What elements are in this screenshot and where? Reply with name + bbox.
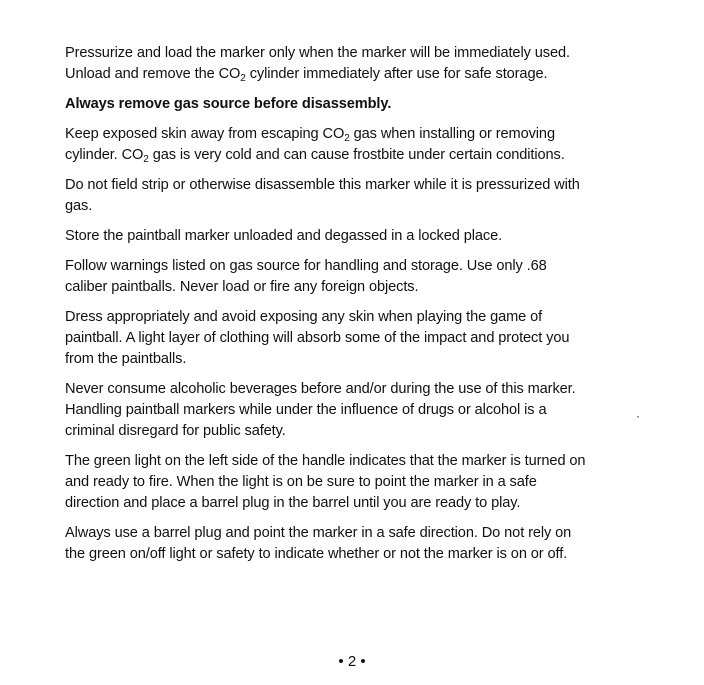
paragraph-line xyxy=(65,381,576,397)
text-run: gas when installing or removing xyxy=(349,126,555,142)
paragraph-green-light xyxy=(65,451,655,514)
paragraph-line xyxy=(65,474,537,490)
stray-dot-mark: · xyxy=(636,409,640,423)
paragraph-skin-away xyxy=(65,124,655,166)
paragraph-store xyxy=(65,226,655,247)
text-run: and ready to fire. When the light is on be sure to point the marker in a safe xyxy=(65,474,537,490)
subscript: 2 xyxy=(240,73,246,84)
paragraph-line xyxy=(65,279,418,295)
paragraph-line xyxy=(65,96,391,112)
document-body xyxy=(65,43,655,574)
text-run: gas is very cold and can cause frostbite under certain conditions. xyxy=(148,147,565,163)
paragraph-line xyxy=(65,525,571,541)
text-run: criminal disregard for public safety. xyxy=(65,423,286,439)
paragraph-dress xyxy=(65,307,655,370)
paragraph-line xyxy=(65,126,555,142)
subscript: 2 xyxy=(143,154,149,165)
paragraph-line xyxy=(65,66,547,82)
text-run: Unload and remove the CO xyxy=(65,66,241,82)
paragraph-barrel-plug xyxy=(65,523,655,565)
text-run: Store the paintball marker unloaded and degassed in a locked place. xyxy=(65,228,503,244)
paragraph-line xyxy=(65,330,569,346)
text-run: cylinder. CO xyxy=(65,147,144,163)
paragraph-line xyxy=(65,147,565,163)
text-run: paintball. A light layer of clothing will absorb some of the impact and protect you xyxy=(65,330,570,346)
paragraph-alcohol xyxy=(65,379,655,442)
text-run: Follow warnings listed on gas source for handling and storage. Use only .68 xyxy=(65,258,547,274)
text-run: caliber paintballs. Never load or fire any foreign objects. xyxy=(65,279,419,295)
paragraph-line xyxy=(65,309,542,325)
text-run: Keep exposed skin away from escaping CO xyxy=(65,126,345,142)
text-run: gas. xyxy=(65,198,93,214)
paragraph-line xyxy=(65,402,546,418)
text-run: Always use a barrel plug and point the marker in a safe direction. Do not rely on xyxy=(65,525,572,541)
text-run: Handling paintball markers while under the influence of drugs or alcohol is a xyxy=(65,402,547,418)
subscript: 2 xyxy=(344,133,350,144)
paragraph-pressurize xyxy=(65,43,655,85)
paragraph-line xyxy=(65,453,585,469)
text-run: Pressurize and load the marker only when the marker will be immediately used. xyxy=(65,45,570,61)
paragraph-field-strip xyxy=(65,175,655,217)
text-run: Dress appropriately and avoid exposing any skin when playing the game of xyxy=(65,309,543,325)
paragraph-line xyxy=(65,228,502,244)
paragraph-warnings xyxy=(65,256,655,298)
text-run: Always remove gas source before disassembly. xyxy=(65,96,392,112)
paragraph-line xyxy=(65,351,186,367)
text-run: from the paintballs. xyxy=(65,351,187,367)
text-run: cylinder immediately after use for safe storage. xyxy=(245,66,548,82)
paragraph-line xyxy=(65,495,520,511)
text-run: Never consume alcoholic beverages before and/or during the use of this marker. xyxy=(65,381,576,397)
paragraph-line xyxy=(65,177,580,193)
text-run: Do not field strip or otherwise disassemble this marker while it is pressurized with xyxy=(65,177,580,193)
paragraph-line xyxy=(65,546,567,562)
text-run: the green on/off light or safety to indicate whether or not the marker is on or off. xyxy=(65,546,568,562)
text-run: direction and place a barrel plug in the barrel until you are ready to play. xyxy=(65,495,521,511)
paragraph-line xyxy=(65,198,92,214)
paragraph-line xyxy=(65,45,570,61)
paragraph-remove-gas xyxy=(65,94,655,115)
page-number: • 2 • xyxy=(338,653,366,670)
text-run: The green light on the left side of the handle indicates that the marker is turned on xyxy=(65,453,586,469)
paragraph-line xyxy=(65,258,547,274)
paragraph-line xyxy=(65,423,286,439)
